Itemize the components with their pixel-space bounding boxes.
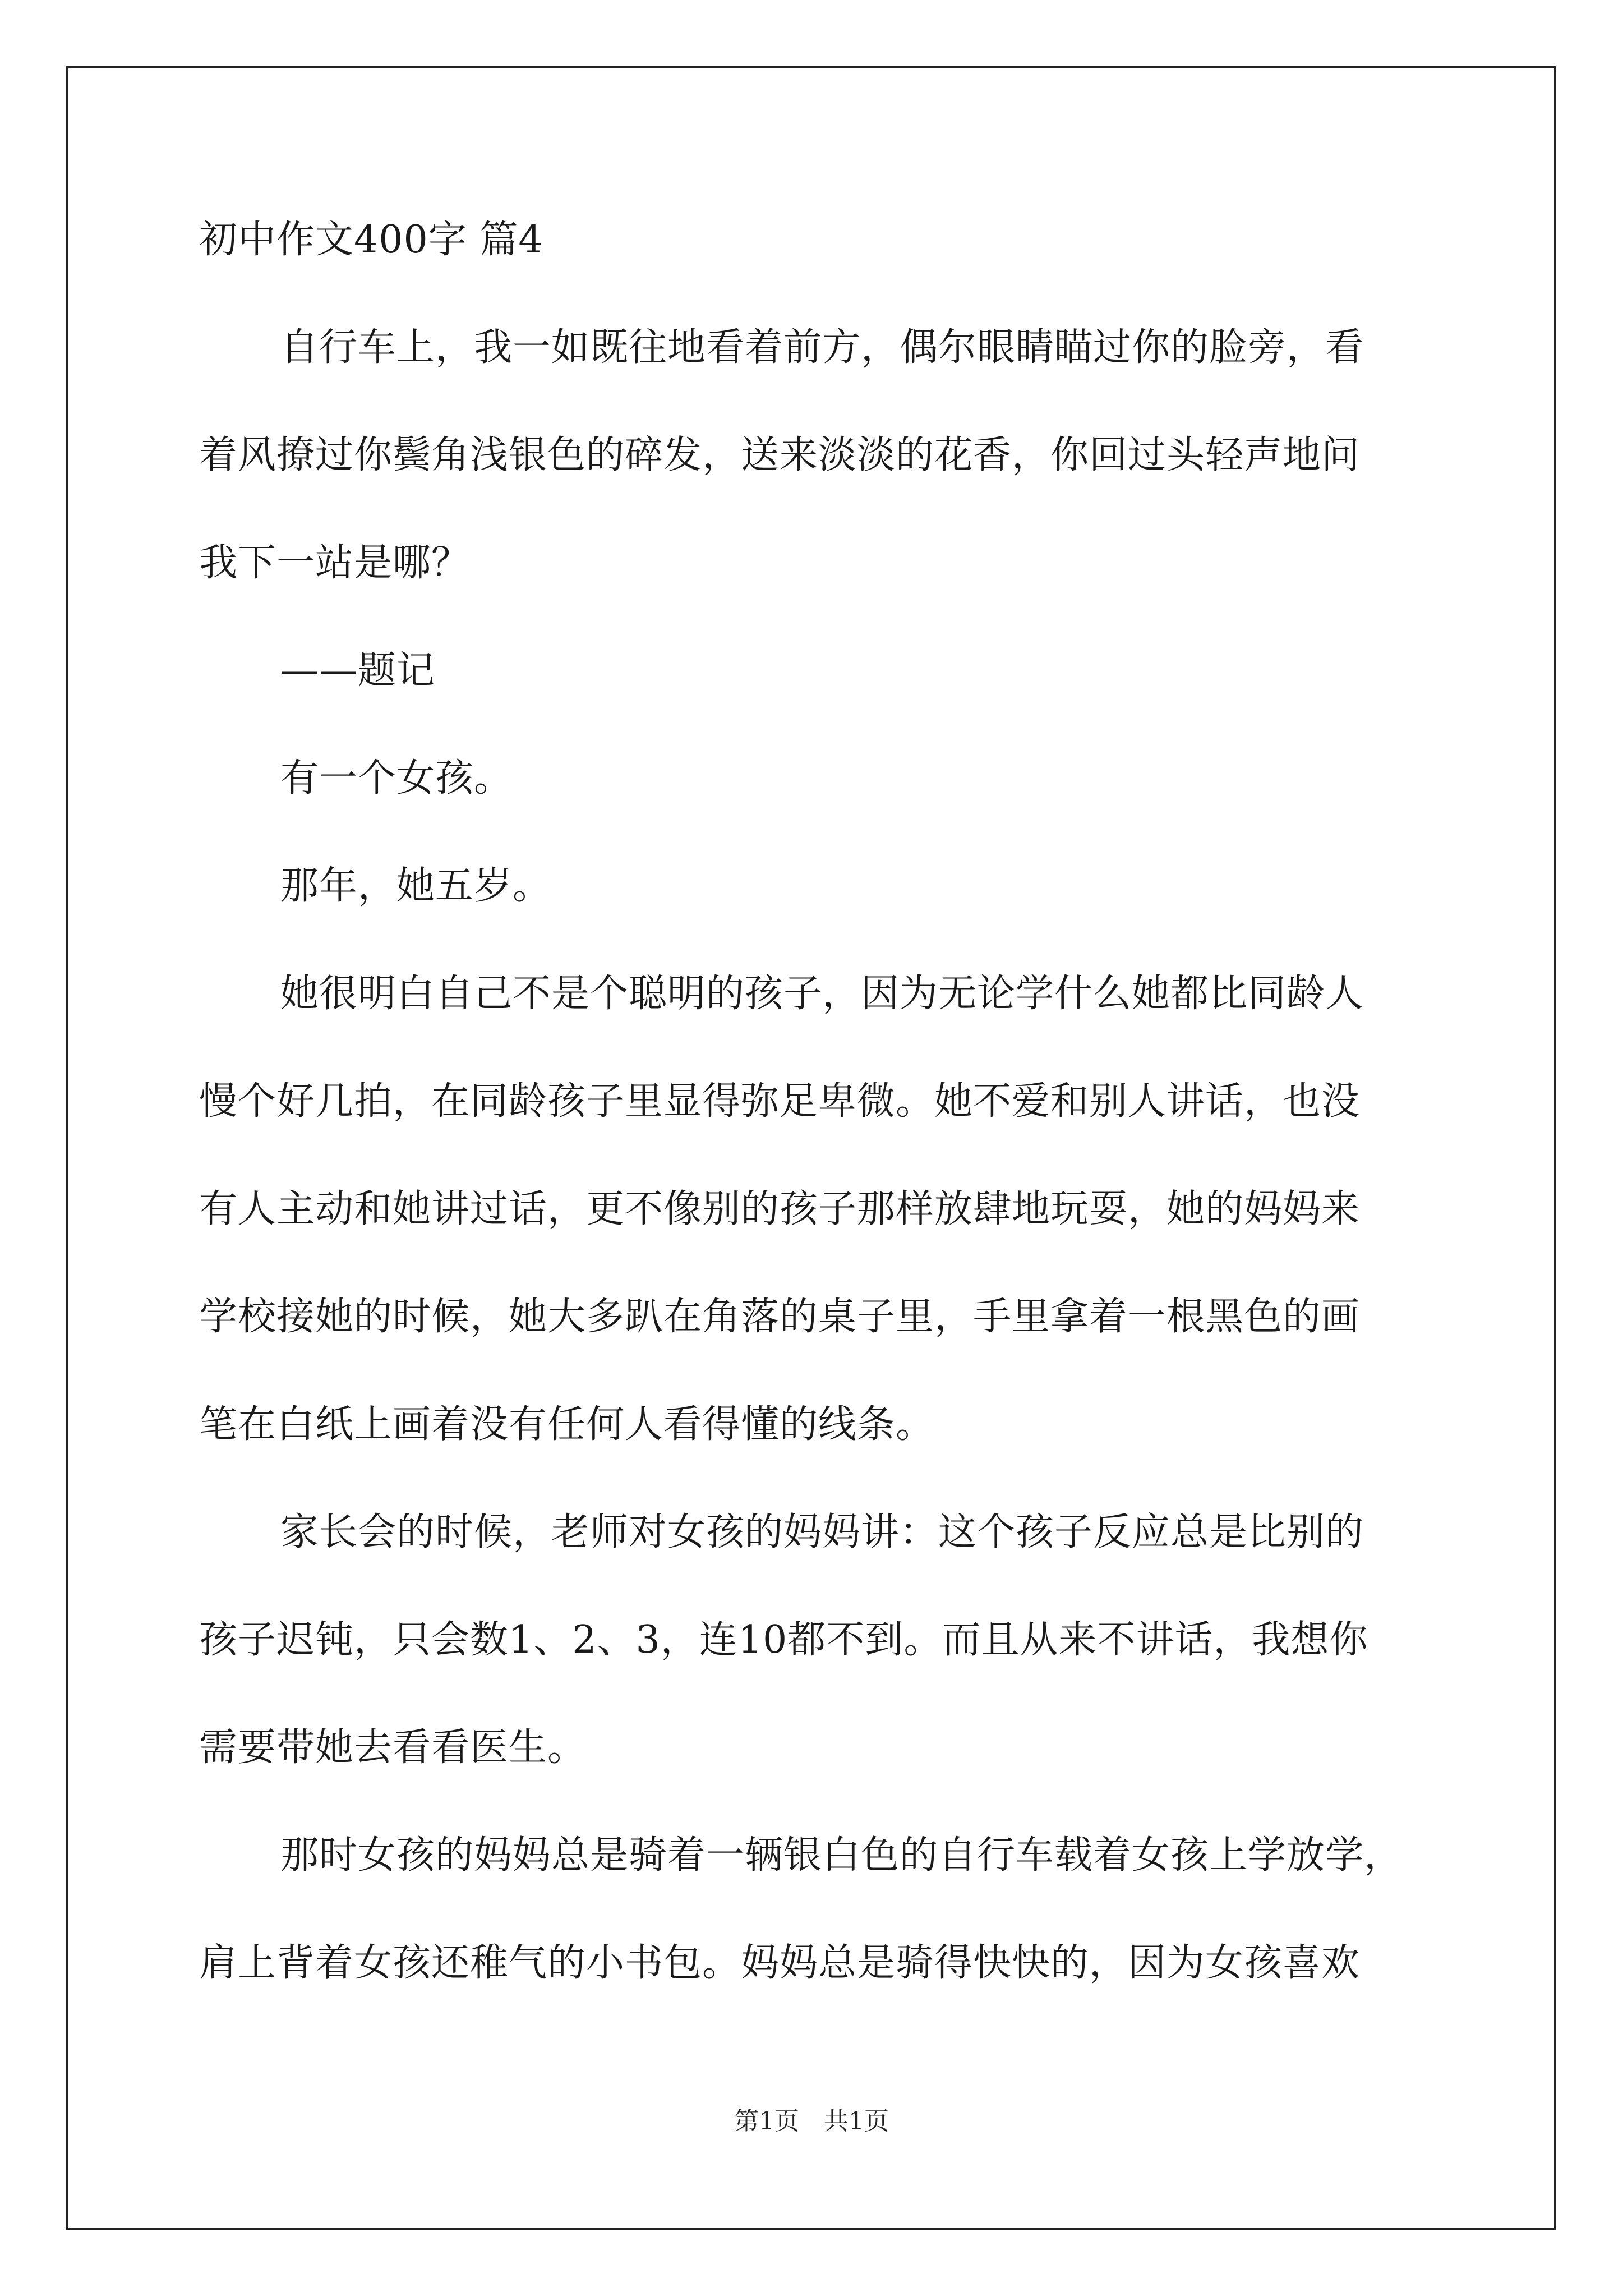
paragraph-line: 家长会的时候，老师对女孩的妈妈讲：这个孩子反应总是比别的 <box>280 1510 1364 1554</box>
paragraph-line: 慢个好几拍，在同龄孩子里显得弥足卑微。她不爱和别人讲话，也没 <box>199 1079 1361 1124</box>
page-number-footer: 第1页 共1页 <box>734 2107 889 2136</box>
paragraph-line: 那时女孩的妈妈总是骑着一辆银白色的自行车载着女孩上学放学， <box>280 1833 1403 1878</box>
paragraph-line: 有人主动和她讲过话，更不像别的孩子那样放肆地玩耍，她的妈妈来 <box>199 1187 1361 1231</box>
document-body <box>199 213 1433 2044</box>
paragraph-line: 着风撩过你鬓角浅银色的碎发，送来淡淡的花香，你回过头轻声地问 <box>199 433 1361 477</box>
document-title: 初中作文400字 篇4 <box>199 218 543 262</box>
epigraph-attribution: ——题记 <box>280 648 436 693</box>
paragraph-line: 自行车上，我一如既往地看着前方，偶尔眼睛瞄过你的脸旁，看 <box>280 325 1364 370</box>
paragraph-line: 学校接她的时候，她大多趴在角落的桌子里，手里拿着一根黑色的画 <box>199 1295 1361 1339</box>
paragraph-line: 肩上背着女孩还稚气的小书包。妈妈总是骑得快快的，因为女孩喜欢 <box>199 1941 1361 1985</box>
paragraph-line: 需要带她去看看医生。 <box>199 1726 587 1770</box>
paragraph-line: 她很明白自己不是个聪明的孩子，因为无论学什么她都比同龄人 <box>280 972 1364 1016</box>
paragraph-line: 我下一站是哪？ <box>199 541 471 585</box>
paragraph-line: 那年，她五岁。 <box>280 864 552 908</box>
paragraph-line: 笔在白纸上画着没有任何人看得懂的线条。 <box>199 1402 935 1447</box>
paragraph-line: 孩子迟钝，只会数1、2、3，连10都不到。而且从来不讲话，我想你 <box>199 1618 1368 1662</box>
paragraph-line: 有一个女孩。 <box>280 756 513 800</box>
